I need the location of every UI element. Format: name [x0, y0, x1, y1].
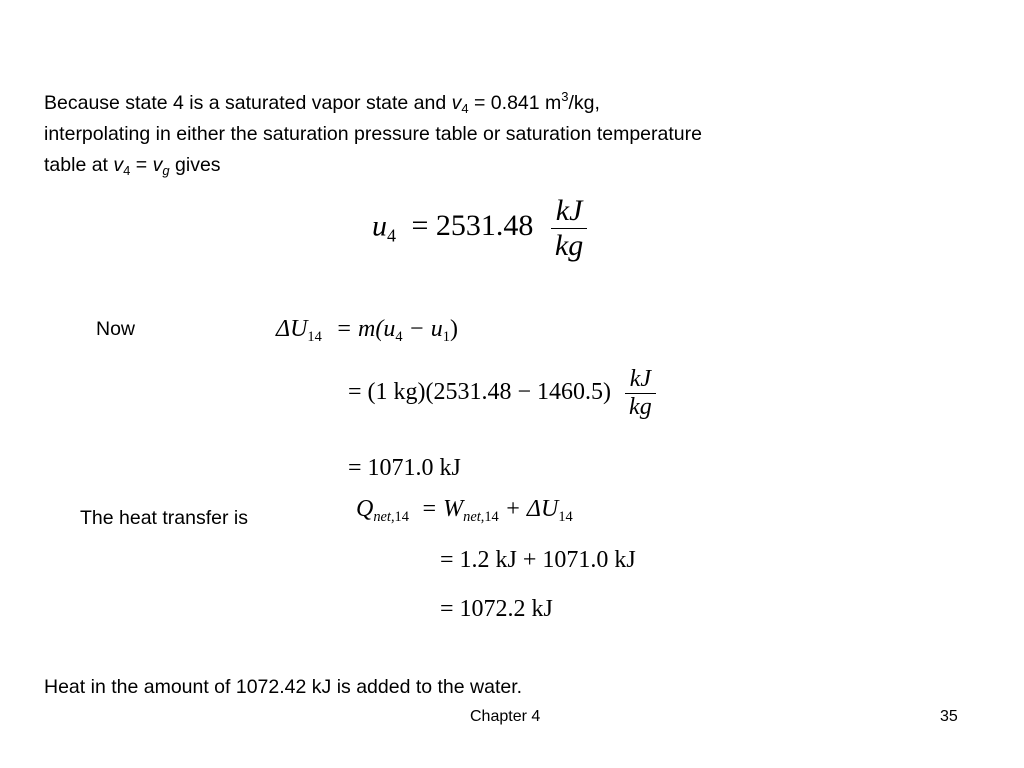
intro-line-3: table at $v_4 = v_g$ gives: [44, 154, 221, 178]
now-label: Now: [96, 318, 136, 340]
intro-line-1: Because state 4 is a saturated vapor state and $v_4 = 0.841$ $m^3/kg$,: [44, 89, 600, 116]
equation-heat-transfer: $Q_{net,14} = W_{net,14} + \Delta U_{14}$: [356, 496, 573, 526]
footer-page-number: 35: [940, 708, 958, 725]
heat-transfer-label: The heat transfer is: [80, 507, 248, 529]
equation-result-delta-u: = 1071.0 kJ: [348, 455, 461, 481]
fraction-kj-per-kg: $\frac{kJ}{kg}$: [551, 194, 587, 263]
equation-u4: $u_4 = 2531.48$ $\frac{kJ}{kg}$: [372, 194, 587, 263]
equation-substitution: = (1 kg)(2531.48 − 1460.5) $\frac{kJ}{kg}$: [348, 366, 656, 421]
fraction-kj-per-kg-2: $\frac{kJ}{kg}$: [625, 366, 656, 421]
footer-chapter: Chapter 4: [470, 708, 541, 725]
intro-line-2: interpolating in either the saturation pressure table or saturation temperature: [44, 123, 702, 145]
equation-delta-u: $\Delta U_{14} = m(u_4 - u_1)$: [276, 316, 458, 346]
equation-heat-result: = 1072.2 kJ: [440, 596, 553, 622]
equation-heat-sum: = 1.2 kJ + 1071.0 kJ: [440, 547, 636, 573]
intro-paragraph: [44, 88, 702, 181]
conclusion-text: Heat in the amount of 1072.42 kJ is added to the water.: [44, 676, 523, 698]
